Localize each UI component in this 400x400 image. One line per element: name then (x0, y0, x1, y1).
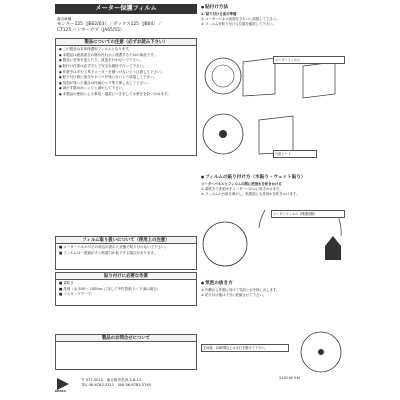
step1-text: ② フィルムを貼り付ける位置を確認して下さい。 (201, 21, 276, 26)
inquiry-title: 製品のお問合せについて (56, 335, 196, 342)
right-column (201, 4, 349, 396)
meter-inner-circle (212, 65, 234, 87)
notice-item: ● 本製品は液晶部分の傷や汚れから保護するための商品です。 (56, 53, 196, 57)
step1-subtitle: 1. 貼り付ける前の準備 (201, 11, 237, 16)
inquiry-box (55, 334, 197, 370)
step2-title: ● フィルムの貼り付け方（水貼り・ウェット貼り） (201, 174, 349, 181)
notice-item: ● 貼付け作業は必ず平らで安全な場所で行って下さい。 (56, 64, 196, 68)
tool-item: ■ 洗剤（水 500〜 1000cc に対して中性洗剤 1〜 2 滴の割合） (56, 287, 196, 291)
wet-application-figure (201, 210, 349, 274)
compatible-models (57, 16, 195, 34)
notice-item: ● 剥がす際はゆっくりと剥がして下さい。 (56, 86, 196, 90)
film-on-meter-shape (259, 116, 293, 154)
meter-circle-3 (203, 222, 247, 266)
step1-title: ● 貼付け方法 (201, 4, 349, 11)
company-address (81, 378, 151, 388)
address-line: 〒 577-0015 東大阪市長田 3-8-13 (81, 378, 142, 382)
notice-item: ● 貼り付け面に油分やホコリが残らないよう清掃して下さい。 (56, 75, 196, 79)
film-sheet-shape (243, 58, 275, 96)
models-label: 適合車種 (57, 17, 72, 21)
handling-item: ■ メーターパネルやその周辺が濡れた状態で貼り付けないで下さい。 (56, 245, 196, 249)
step2-text: ② フィルムの台紙を剥がし、粘着面にも洗剤水を吹きかけます。 (201, 191, 300, 196)
meter-preparation-figure (201, 48, 349, 158)
notice-item: ● 作業中は手や工具でメーターを傷つけないよう注意して下さい。 (56, 70, 196, 74)
step2-section (201, 174, 349, 197)
handling-box (55, 236, 197, 270)
tel-line: TEL 06-6783-5311 FAX 06-6783-5740 (81, 383, 151, 387)
tools-box (55, 272, 197, 306)
spray-bottle-icon (325, 236, 341, 260)
tools-title: 貼り付けに必要な作業 (56, 273, 196, 280)
notice-item: ● 製品に変形を加えたり、改造を行わないで下さい。 (56, 58, 196, 62)
models-line-2: CT125 ハンターカブ（JA65/55） (57, 28, 125, 33)
tool-item: ■ マスキングテープ (56, 292, 196, 296)
meter-film-label: メーターフィルム (273, 56, 345, 64)
step3-text: ① 内側から外側に向けて気泡と水を押し出します。 (201, 287, 280, 292)
bubble-removal-figure (293, 326, 349, 374)
product-notice-title: 製品についての注意（必ずお読み下さい） (56, 39, 196, 46)
notice-item: ● 本製品の使用による事故・損害につきましては責任を負いかねます。 (56, 92, 196, 96)
meter-center-dot-2 (318, 349, 324, 355)
step3-section (201, 280, 349, 298)
final-note: 完成後、24時間以上は走行を避けて下さい。 (201, 344, 289, 352)
tool-item: ■ 霧吹き (56, 281, 196, 285)
notice-item: ● この製品は本体保護用フィルムとなります。 (56, 47, 196, 51)
company-name: KITACO (55, 390, 66, 393)
meter-circle (205, 58, 241, 94)
models-line-1: モンキー125（JB02/03）／ダックス125（JB04）／ (57, 22, 163, 27)
product-notice-box (55, 38, 197, 156)
handling-item: ■ フィルムは一度剥がすと粘着力が低下する場合があります。 (56, 251, 196, 255)
step2-subtitle: メーターパネルとフィルムの間に洗剤水を吹きかける (201, 181, 282, 186)
sheet-label: 台紙シート (273, 150, 317, 158)
step3-text: ② 貼り付け後は十分に乾燥させて下さい。 (201, 292, 267, 297)
footer (55, 376, 349, 396)
film-peeled-shape (303, 62, 335, 98)
document-code: 220118 Y-M (279, 376, 301, 380)
instruction-sheet (55, 4, 349, 396)
step2-text: ① 霧吹きで洗剤水をメーターパネルに吹きかけます。 (201, 186, 283, 191)
page-title: メーター保護フィルム (55, 4, 197, 14)
meter-center-dot (219, 130, 227, 138)
step1-text: ① メーターパネル表面をきれいに清掃して下さい。 (201, 16, 280, 21)
notice-item: ● 気泡が残った場合は付属のヘラ等で押し出して下さい。 (56, 81, 196, 85)
handling-title: フィルム取り扱いについて（使用上の注意） (56, 237, 196, 244)
film-label: メーターフィルム（保護面側） (271, 210, 345, 218)
step3-title: ● 気泡の抜き方 (201, 280, 349, 287)
